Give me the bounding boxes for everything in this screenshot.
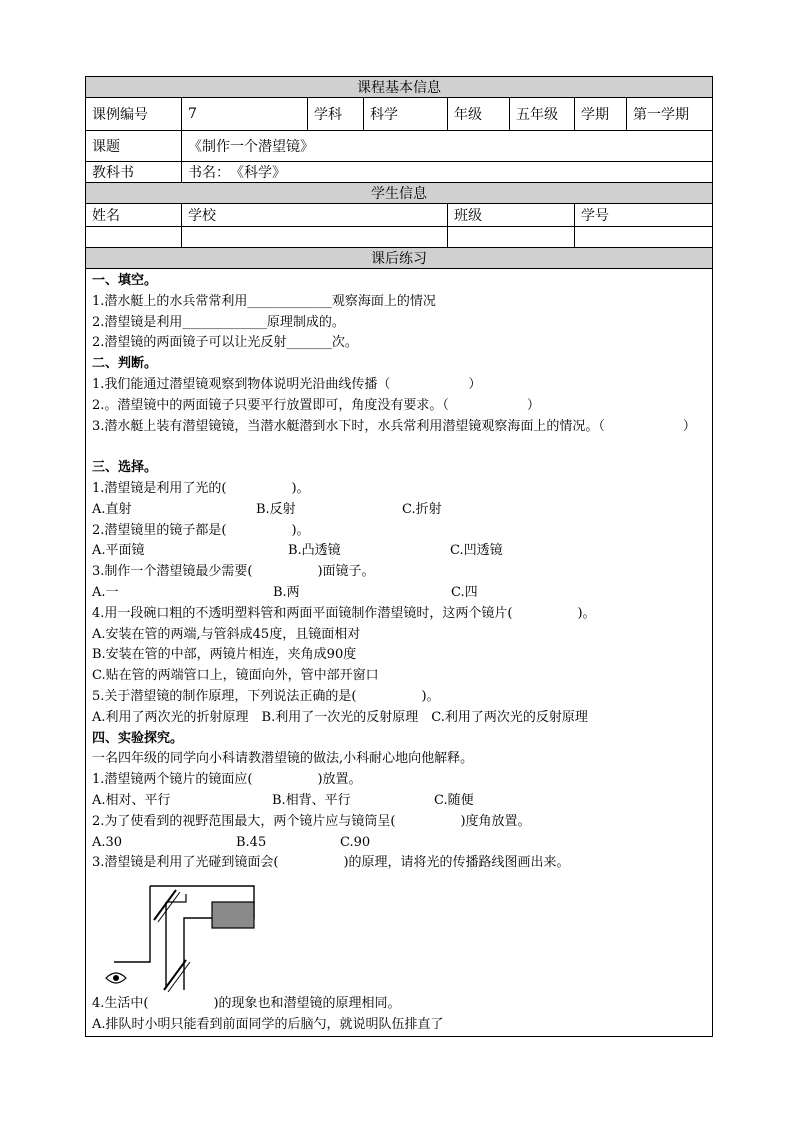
label-grade: 年级 xyxy=(448,98,510,131)
label-school: 学校 xyxy=(182,204,448,227)
bottom-mirror-back xyxy=(168,962,190,992)
choice-q1: 1.潜望镜是利用了光的( )。 xyxy=(92,480,310,496)
q3-option-c: C.四 xyxy=(451,584,478,600)
q4-option-a: A.安装在管的两端,与管斜成45度，且镜面相对 xyxy=(92,626,361,642)
label-lesson-code: 课例编号 xyxy=(86,98,182,131)
judge-item-1: 1.我们能通过潜望镜观察到物体说明光沿曲线传播（ ） xyxy=(92,376,482,392)
lesson-form-table xyxy=(85,76,713,1037)
label-subject: 学科 xyxy=(308,98,364,131)
periscope-diagram xyxy=(92,874,706,994)
student-id-field[interactable] xyxy=(575,227,713,248)
experiment-q2-options xyxy=(92,833,706,854)
term-value: 第一学期 xyxy=(627,98,713,131)
e2-option-c: C.90 xyxy=(340,834,371,850)
section-student-info: 学生信息 xyxy=(86,183,713,204)
label-topic: 课题 xyxy=(86,131,182,162)
q1-option-a: A.直射 xyxy=(92,501,132,517)
choice-q3-options xyxy=(92,583,706,604)
school-field[interactable] xyxy=(182,227,448,248)
q2-option-a: A.平面镜 xyxy=(92,543,145,559)
periscope-outline-left xyxy=(114,886,150,962)
choice-q1-options xyxy=(92,500,706,521)
eye-pupil xyxy=(113,975,119,981)
topic-value: 《制作一个潜望镜》 xyxy=(182,131,713,162)
q4-option-b: B.安装在管的中部，两镜片相连，夹角成90度 xyxy=(92,647,357,663)
top-mirror xyxy=(154,890,176,920)
section-exercises: 课后练习 xyxy=(86,248,713,269)
student-name-field[interactable] xyxy=(86,227,182,248)
periscope-drawing xyxy=(102,878,282,996)
e4-option-a: A.排队时小明只能看到前面同学的后脑勺，就说明队伍排直了 xyxy=(92,1016,444,1032)
label-textbook: 教科书 xyxy=(86,162,182,183)
choice-q5: 5.关于潜望镜的制作原理，下列说法正确的是( )。 xyxy=(92,688,440,704)
choice-q2: 2.潜望镜里的镜子都是( )。 xyxy=(92,522,310,538)
q5-options: A.利用了两次光的折射原理 B.利用了一次光的反射原理 C.利用了两次光的反射原理 xyxy=(92,709,588,725)
part4-title: 四、实验探究。 xyxy=(92,730,184,746)
textbook-value: 书名： 《科学》 xyxy=(182,162,713,183)
choice-q3: 3.制作一个潜望镜最少需要( )面镜子。 xyxy=(92,564,375,580)
q2-option-c: C.凹透镜 xyxy=(450,543,503,559)
part3-title: 三、选择。 xyxy=(92,460,158,476)
q3-option-b: B.两 xyxy=(273,584,300,600)
e1-option-c: C.随便 xyxy=(434,792,474,808)
experiment-q2: 2.为了使看到的视野范围最大，两个镜片应与镜筒呈( )度角放置。 xyxy=(92,813,531,829)
experiment-q3: 3.潜望镜是利用了光碰到镜面会( )的原理，请将光的传播路线图画出来。 xyxy=(92,855,570,871)
grade-value: 五年级 xyxy=(510,98,575,131)
label-term: 学期 xyxy=(575,98,627,131)
q1-option-c: C.折射 xyxy=(402,501,442,517)
fill-item-1: 1.潜水艇上的水兵常常利用_____________观察海面上的情况 xyxy=(92,293,436,309)
label-student-name: 姓名 xyxy=(86,204,182,227)
e2-option-b: B.45 xyxy=(236,834,267,850)
class-field[interactable] xyxy=(448,227,575,248)
judge-item-2: 2.。潜望镜中的两面镜子只要平行放置即可，角度没有要求。（ ） xyxy=(92,397,540,413)
section-basic-info: 课程基本信息 xyxy=(86,77,713,98)
exercise-body xyxy=(86,269,713,1037)
part1-title: 一、填空。 xyxy=(92,273,158,288)
experiment-q1: 1.潜望镜两个镜片的镜面应( )放置。 xyxy=(92,772,362,788)
label-student-id: 学号 xyxy=(575,204,713,227)
label-class: 班级 xyxy=(448,204,575,227)
e1-option-b: B.相背、平行 xyxy=(272,792,351,808)
q3-option-a: A.一 xyxy=(92,584,119,600)
observed-object xyxy=(212,902,254,928)
judge-item-3: 3.潜水艇上装有潜望镜镜，当潜水艇潜到水下时，水兵常利用潜望镜观察海面上的情况。（ ） xyxy=(92,418,696,434)
q2-option-b: B.凸透镜 xyxy=(288,543,341,559)
bottom-mirror xyxy=(164,960,186,990)
fill-item-2: 2.潜望镜是利用_____________原理制成的。 xyxy=(92,314,345,330)
top-mirror-back xyxy=(158,892,180,922)
lesson-code-value: 7 xyxy=(182,98,308,131)
experiment-q4: 4.生活中( )的现象也和潜望镜的原理相同。 xyxy=(92,996,401,1012)
choice-q2-options xyxy=(92,541,706,562)
q1-option-b: B.反射 xyxy=(256,501,296,517)
e1-option-a: A.相对、平行 xyxy=(92,792,171,808)
subject-value: 科学 xyxy=(364,98,448,131)
experiment-intro: 一名四年级的同学向小科请教潜望镜的做法,小科耐心地向他解释。 xyxy=(92,751,474,767)
part2-title: 二、判断。 xyxy=(92,356,158,372)
experiment-q1-options xyxy=(92,791,706,812)
e2-option-a: A.30 xyxy=(92,834,123,850)
choice-q4: 4.用一段碗口粗的不透明塑料管和两面平面镜制作潜望镜时，这两个镜片( )。 xyxy=(92,605,596,621)
q4-option-c: C.贴在管的两端管口上，镜面向外，管中部开窗口 xyxy=(92,668,379,684)
fill-item-3: 2.潜望镜的两面镜子可以让光反射_______次。 xyxy=(92,335,358,351)
